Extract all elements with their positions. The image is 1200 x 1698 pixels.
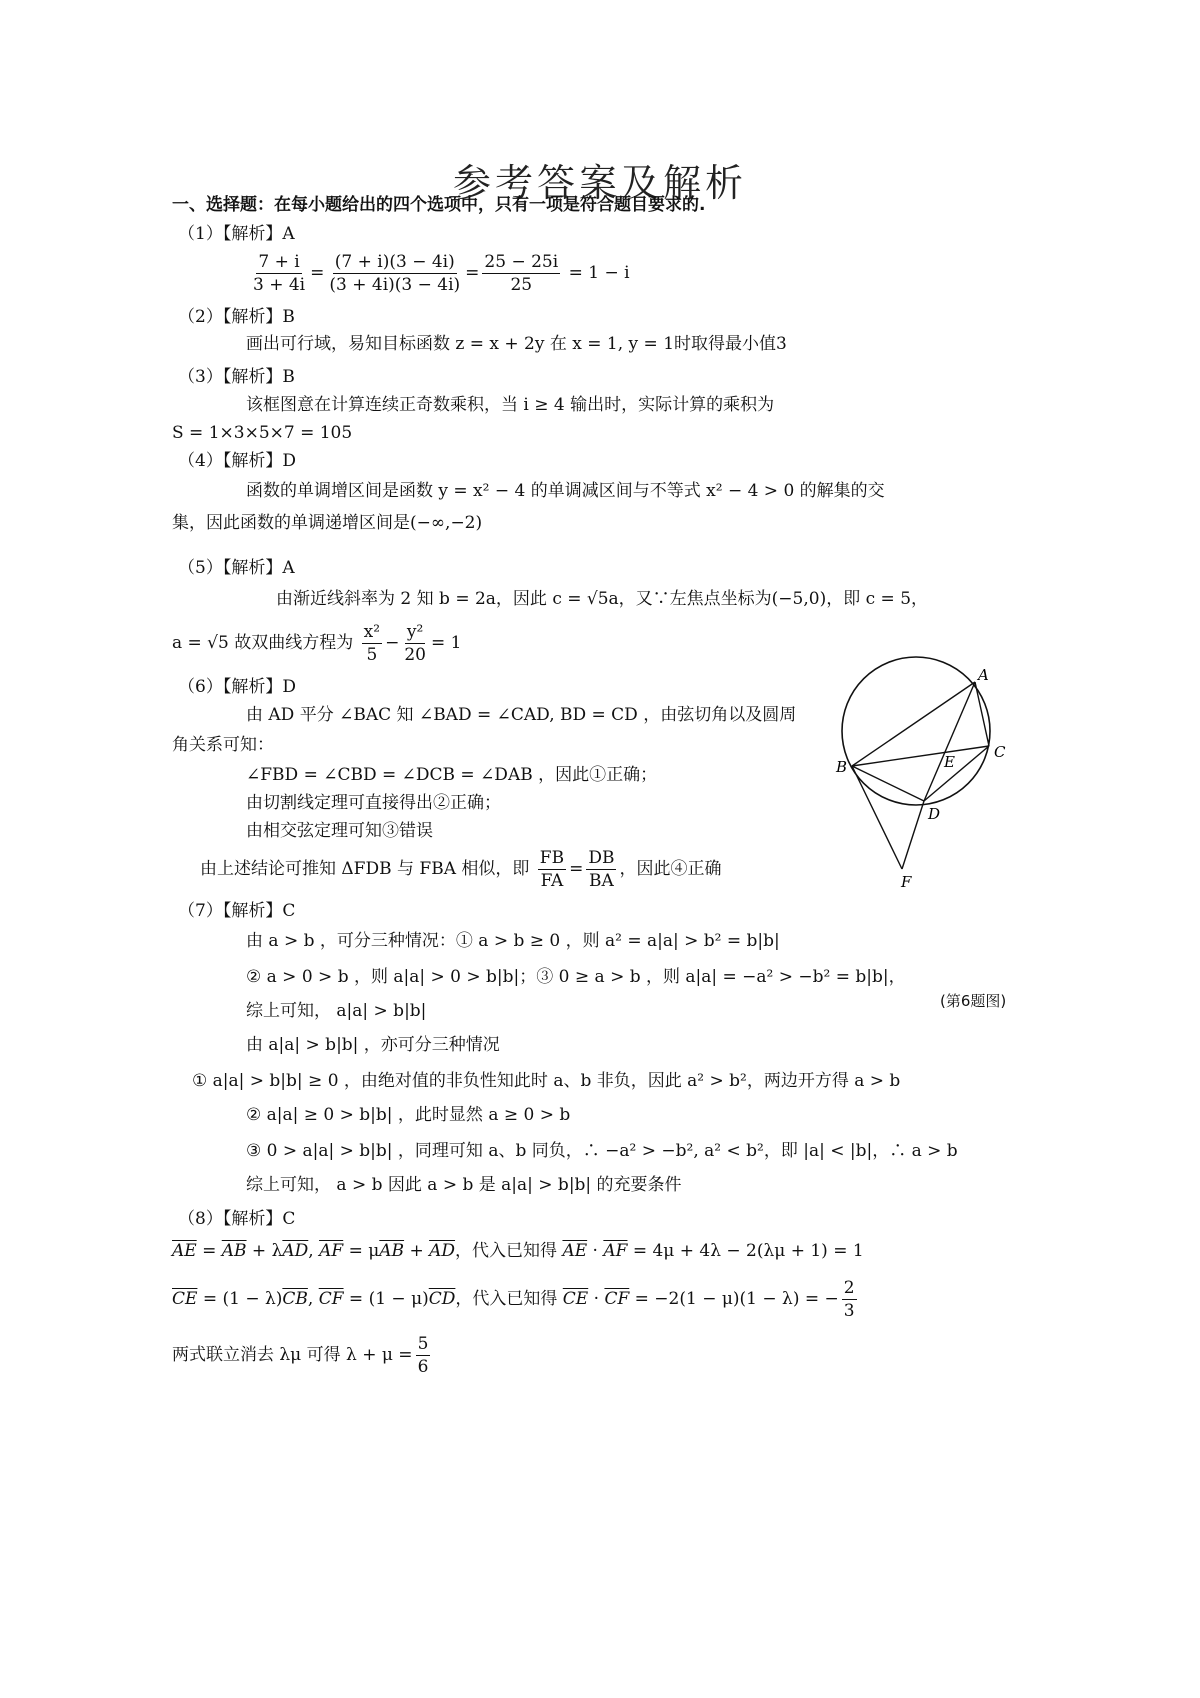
q3-body-2: S = 1×3×5×7 = 105: [172, 423, 353, 443]
q8-frac-5-6: $\frac{5}{6}$: [417, 1334, 429, 1377]
label-B: B: [836, 758, 848, 776]
label-F: F: [901, 873, 912, 891]
q1-frac-3: $\frac{25 - 25i}{25}$: [484, 252, 559, 295]
figure-caption: (第6题图): [940, 992, 1007, 1010]
q7-line-8: 综上可知， a > b 因此 a > b 是 a|a| > b|b| 的充要条件: [246, 1175, 682, 1195]
q2-heading: （2）【解析】B: [178, 307, 295, 327]
segment-BF: [852, 766, 902, 869]
q7-heading: （7）【解析】C: [178, 901, 296, 921]
label-A: A: [978, 666, 989, 684]
label-E: E: [944, 753, 955, 771]
q8-line-2: $\overline{CE} = (1 - \lambda)\overline{CB}$, $\overline{CF} = (1 - \mu)\overline{CD}$，代入已知得 $\overline{CE} \cdot \overline{CF} = -2(1 - \mu)(1 - \lambda)$ = − $\frac{2}{3}$: [172, 1278, 855, 1321]
q3-heading: （3）【解析】B: [178, 367, 295, 387]
q6-body-3: ∠FBD = ∠CBD = ∠DCB = ∠DAB ，因此①正确；: [246, 765, 658, 785]
q3-body-1: 该框图意在计算连续正奇数乘积，当 i ≥ 4 输出时，实际计算的乘积为: [246, 395, 775, 415]
segment-DF: [902, 801, 924, 869]
q7-line-5: ① a|a| > b|b| ≥ 0 ，由绝对值的非负性知此时 a、b 非负，因此 a² > b²，两边开方得 a > b: [192, 1071, 901, 1091]
q7-line-7: ③ 0 > a|a| > b|b| ，同理可知 a、b 同负，∴ −a² > −b², a² < b²，即 |a| < |b|，∴ a > b: [246, 1141, 958, 1161]
q7-line-2: ② a > 0 > b ，则 a|a| > 0 > b|b|；③ 0 ≥ a > b ，则 a|a| = −a² > −b² = b|b|，: [246, 967, 906, 987]
q5-frac-x: $\frac{\text{x²}}{5}$: [363, 622, 381, 665]
q6-heading: （6）【解析】D: [178, 677, 296, 697]
q1-frac-2: $\frac{(7 + i)(3 - 4i)}{(3 + 4i)(3 - 4i)}$: [329, 252, 461, 295]
segment-AC: [975, 682, 989, 746]
q7-line-6: ② a|a| ≥ 0 > b|b| ，此时显然 a ≥ 0 > b: [246, 1105, 571, 1125]
q6-body-2: 角关系可知：: [172, 735, 274, 755]
label-C: C: [994, 743, 1006, 761]
q6-body-5: 由相交弦定理可知③错误: [246, 821, 433, 841]
q8-line-1: $\overline{AE} = \overline{AB} + \lambda\overline{AD}$, $\overline{AF} = \mu\overline{AB} + \overline{AD}$，代入已知得 $\overline{AE} \cdot \overline{AF} = 4\mu + 4\lambda - 2(\lambda\mu + 1) = 1$: [172, 1241, 864, 1261]
q6-frac-1: $\frac{FB}{FA}$: [539, 848, 565, 891]
q6-body-4: 由切割线定理可直接得出②正确；: [246, 793, 501, 813]
q5-body-2: a = √5 故双曲线方程为 $\frac{\text{x²}}{5}$ − $\frac{\text{y²}}{20}$ = 1: [172, 622, 462, 665]
q7-line-1: 由 a > b ，可分三种情况：① a > b ≥ 0 ，则 a² = a|a| > b² = b|b|: [246, 931, 780, 951]
q1-frac-1: $\frac{7 + i}{3 + 4i}$: [253, 252, 306, 295]
q8-frac-2-3: $\frac{2}{3}$: [843, 1278, 855, 1321]
q8-line-3: 两式联立消去 λμ 可得 λ + μ = $\frac{5}{6}$: [172, 1334, 429, 1377]
section-heading: 一、选择题：在每小题给出的四个选项中，只有一项是符合题目要求的.: [172, 195, 706, 215]
q4-body-2: 集，因此函数的单调递增区间是(−∞,−2): [172, 513, 483, 533]
q5-heading: （5）【解析】A: [178, 558, 295, 578]
q4-heading: （4）【解析】D: [178, 451, 296, 471]
q7-line-4: 由 a|a| > b|b| ，亦可分三种情况: [246, 1035, 500, 1055]
q8-heading: （8）【解析】C: [178, 1209, 296, 1229]
figure-circle: [842, 657, 990, 805]
label-D: D: [928, 805, 941, 823]
q5-frac-y: $\frac{\text{y²}}{20}$: [404, 622, 426, 665]
q6-frac-2: $\frac{DB}{BA}$: [588, 848, 615, 891]
q7-line-3: 综上可知， a|a| > b|b|: [246, 1001, 427, 1021]
q6-body-1: 由 AD 平分 ∠BAC 知 ∠BAD = ∠CAD, BD = CD ，由弦切角以及圆周: [246, 705, 797, 725]
q1-formula: $\frac{7 + i}{3 + 4i}$ = $\frac{(7 + i)(3 - 4i)}{(3 + 4i)(3 - 4i)}$ = $\frac{25 - 25i}{25}$ = 1 − i: [253, 252, 630, 295]
q5-body-1: 由渐近线斜率为 2 知 b = 2a，因此 c = √5a，又∵左焦点坐标为(−5,0)，即 c = 5，: [276, 589, 929, 609]
q2-body: 画出可行域，易知目标函数 z = x + 2y 在 x = 1, y = 1时取得最小值3: [246, 334, 787, 354]
q1-heading: （1）【解析】A: [178, 224, 295, 244]
q6-body-6: 由上述结论可推知 ΔFDB 与 FBA 相似，即 $\frac{FB}{FA}$ = $\frac{DB}{BA}$ ，因此④正确: [200, 848, 722, 891]
page-title: 参考答案及解析: [452, 161, 747, 205]
q4-body-1: 函数的单调增区间是函数 y = x² − 4 的单调减区间与不等式 x² − 4 > 0 的解集的交: [246, 481, 885, 501]
